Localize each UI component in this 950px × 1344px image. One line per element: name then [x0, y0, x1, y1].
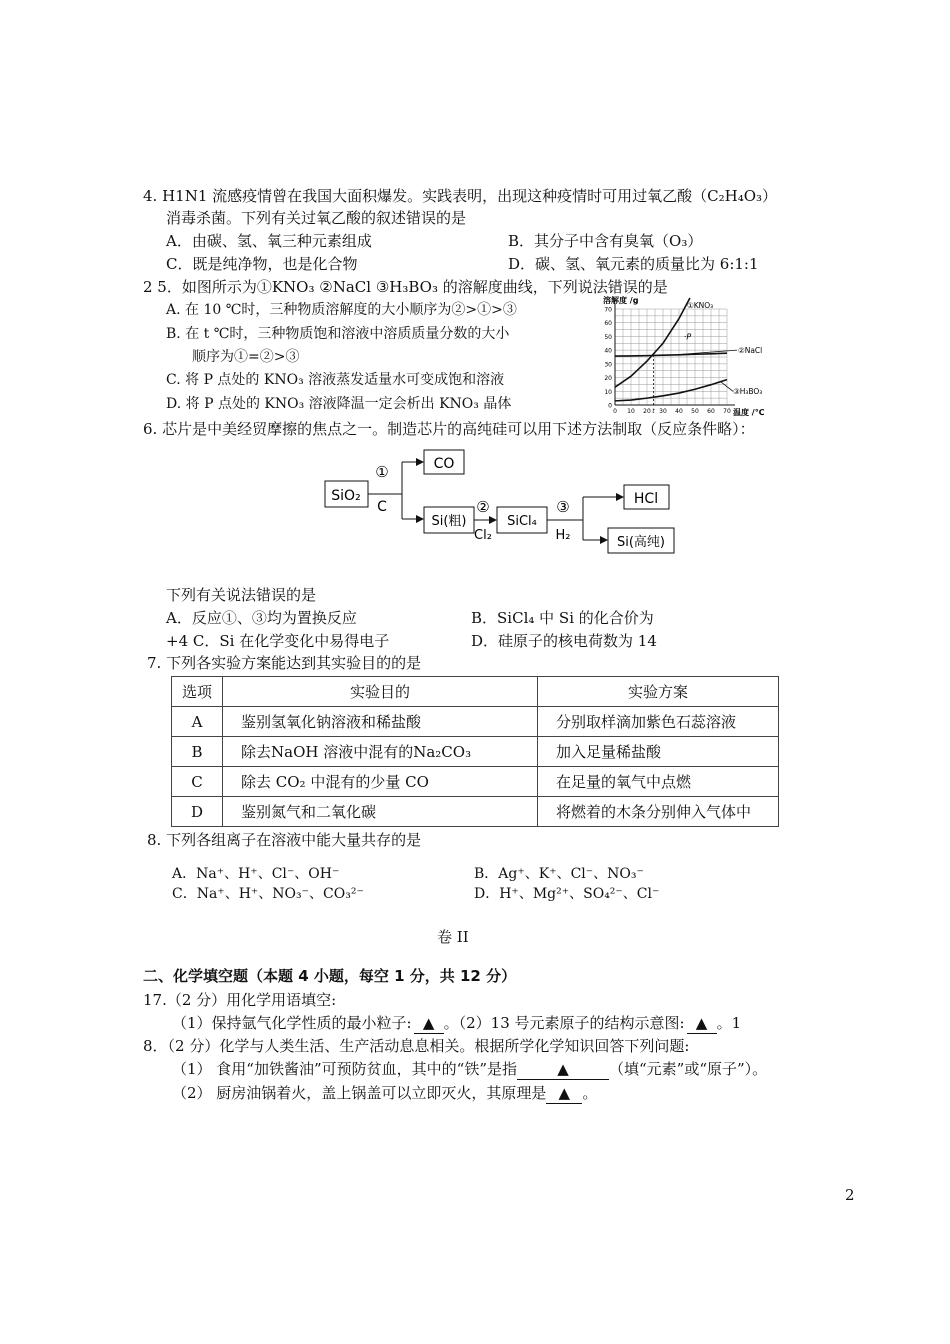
step1-label: ①	[375, 463, 389, 481]
q18-part1-suffix: （填“元素”或“原子”）。	[609, 1060, 768, 1078]
q18-answer-blank-1: ▲	[517, 1059, 609, 1080]
q4-stem-line1: 4. H1N1 流感疫情曾在我国大面积爆发。实践表明，出现这种疫情时可用过氧乙酸（C₂H₄O₃）	[143, 187, 778, 205]
y-axis-label: 溶解度 /g	[603, 296, 639, 305]
header-scheme: 实验方案	[538, 677, 779, 707]
q6-option-a: A．反应①、③均为置换反应	[166, 609, 357, 627]
row-c-purpose: 除去 CO₂ 中混有的少量 CO	[223, 767, 538, 797]
q6-option-c: +4 C．Si 在化学变化中易得电子	[166, 632, 390, 650]
q5-option-d: D. 将 P 点处的 KNO₃ 溶液降温一定会析出 KNO₃ 晶体	[166, 396, 512, 412]
q18-part1-text: （1） 食用“加铁酱油”可预防贫血，其中的“铁”是指	[172, 1060, 517, 1078]
y-tick-label: 50	[604, 333, 612, 341]
step3-label: ③	[556, 498, 570, 516]
header-purpose: 实验目的	[223, 677, 538, 707]
table-row	[172, 797, 779, 827]
legend-nacl: ②NaCl	[738, 346, 763, 356]
x-tick-label: t	[652, 408, 655, 415]
q18-part2-text: （2） 厨房油锅着火，盖上锅盖可以立即灭火，其原理是	[172, 1084, 547, 1102]
q18-part2-suffix: 。	[582, 1084, 598, 1102]
table-row	[172, 737, 779, 767]
step2-label: ②	[476, 498, 490, 516]
row-d-scheme: 将燃着的木条分别伸入气体中	[538, 797, 779, 827]
volume-two-heading: 卷 II	[437, 928, 469, 946]
row-b-scheme: 加入足量稀盐酸	[538, 737, 779, 767]
row-c-scheme: 在足量的氧气中点燃	[538, 767, 779, 797]
q6-stem: 6. 芯片是中美经贸摩擦的焦点之一。制造芯片的高纯硅可以用下述方法制取（反应条件略）：	[143, 420, 755, 438]
point-p-label: ·P	[683, 332, 692, 342]
y-tick-label: 70	[604, 306, 612, 314]
series-line-1	[615, 298, 690, 387]
q5-option-c: C. 将 P 点处的 KNO₃ 溶液蒸发适量水可变成饱和溶液	[166, 372, 505, 388]
experiment-table	[171, 676, 779, 827]
row-a-scheme: 分别取样滴加紫色石蕊溶液	[538, 707, 779, 737]
x-tick-label: 60	[707, 408, 715, 415]
q18-line1	[172, 1059, 767, 1080]
y-tick-label: 0	[608, 402, 612, 410]
header-option: 选项	[172, 677, 223, 707]
section-two-heading: 二、化学填空题（本题 4 小题，每空 1 分，共 12 分）	[143, 967, 517, 985]
sicl4-label: SiCl₄	[507, 514, 537, 529]
co-label: CO	[433, 456, 455, 472]
q17-part1-text: （1）保持氩气化学性质的最小粒子:	[172, 1014, 412, 1032]
row-a-purpose: 鉴别氢氧化钠溶液和稀盐酸	[223, 707, 538, 737]
q8-stem: 8. 下列各组离子在溶液中能大量共存的是	[147, 831, 422, 849]
q17-stem: 17.（2 分）用化学用语填空:	[143, 991, 337, 1009]
x-tick-label: 70	[723, 408, 731, 415]
x-tick-label: 10	[627, 408, 635, 415]
q6-option-d: D．硅原子的核电荷数为 14	[471, 632, 657, 650]
legend-kno3: ①KNO₃	[687, 301, 714, 310]
q18-answer-blank-2: ▲	[546, 1083, 582, 1104]
q17-line1	[172, 1013, 741, 1034]
q5-option-b-line2: 顺序为①=②>③	[192, 349, 300, 365]
q17-trailing-text: 。1	[716, 1014, 742, 1032]
x-tick-label: 30	[659, 408, 667, 415]
row-d-purpose: 鉴别氮气和二氧化碳	[223, 797, 538, 827]
q6-question: 下列有关说法错误的是	[166, 586, 317, 604]
q17-answer-blank-1: ▲	[414, 1013, 444, 1034]
y-tick-label: 30	[604, 361, 612, 369]
q8-option-d: D．H⁺、Mg²⁺、SO₄²⁻、Cl⁻	[474, 886, 660, 902]
q7-stem: 7. 下列各实验方案能达到其实验目的的是	[147, 654, 422, 672]
silicon-flow-diagram	[320, 445, 680, 560]
table-header-row	[172, 677, 779, 707]
legend-h3bo3: ③H₃BO₃	[733, 387, 763, 397]
si-pure-label: Si(高纯)	[616, 535, 666, 550]
y-tick-label: 20	[604, 375, 612, 383]
y-tick-label: 60	[604, 320, 612, 328]
q17-part2-text: 。（2）13 号元素原子的结构示意图:	[443, 1014, 685, 1032]
q18-stem: 8．（2 分）化学与人类生活、生产活动息息相关。根据所学化学知识回答下列问题:	[143, 1037, 690, 1055]
q4-option-a: A．由碳、氢、氧三种元素组成	[166, 232, 372, 250]
q6-option-b: B．SiCl₄ 中 Si 的化合价为	[471, 609, 654, 627]
row-a-option: A	[172, 707, 223, 737]
si-crude-label: Si(粗)	[431, 514, 467, 529]
reagent3-label: H₂	[555, 528, 571, 543]
q8-option-b: B．Ag⁺、K⁺、Cl⁻、NO₃⁻	[474, 866, 644, 882]
q4-option-d: D．碳、氢、氧元素的质量比为 6:1:1	[508, 255, 759, 273]
q8-option-c: C．Na⁺、H⁺、NO₃⁻、CO₃²⁻	[172, 886, 364, 902]
x-tick-label: 0	[613, 408, 617, 415]
x-axis-label: 温度 /℃	[733, 408, 765, 417]
q5-stem: 2 5．如图所示为①KNO₃ ②NaCl ③H₃BO₃ 的溶解度曲线，下列说法错误的是	[143, 278, 668, 296]
y-tick-label: 40	[604, 347, 612, 355]
q5-option-a: A. 在 10 ℃时，三种物质溶解度的大小顺序为②>①>③	[166, 302, 517, 318]
hcl-label: HCl	[633, 491, 659, 507]
row-b-option: B	[172, 737, 223, 767]
x-tick-label: 50	[691, 408, 699, 415]
q17-answer-blank-2: ▲	[687, 1013, 717, 1034]
row-d-option: D	[172, 797, 223, 827]
q4-option-c: C．既是纯净物，也是化合物	[166, 255, 358, 273]
x-tick-label: 40	[675, 408, 683, 415]
q4-stem-line2: 消毒杀菌。下列有关过氧乙酸的叙述错误的是	[166, 209, 467, 227]
reagent2-label: Cl₂	[474, 528, 492, 543]
row-b-purpose: 除去NaOH 溶液中混有的Na₂CO₃	[223, 737, 538, 767]
reagent1-label: C	[377, 499, 387, 515]
table-row	[172, 767, 779, 797]
q8-option-a: A．Na⁺、H⁺、Cl⁻、OH⁻	[172, 866, 340, 882]
page-number: 2	[845, 1186, 855, 1204]
solubility-chart	[595, 294, 790, 424]
x-tick-label: 20	[643, 408, 651, 415]
row-c-option: C	[172, 767, 223, 797]
sio2-label: SiO₂	[331, 488, 361, 504]
q4-option-b: B．其分子中含有臭氧（O₃）	[508, 232, 703, 250]
q18-line2	[172, 1083, 597, 1104]
y-tick-label: 10	[604, 388, 612, 396]
table-row	[172, 707, 779, 737]
q5-option-b-line1: B. 在 t ℃时，三种物质饱和溶液中溶质质量分数的大小	[166, 326, 510, 342]
